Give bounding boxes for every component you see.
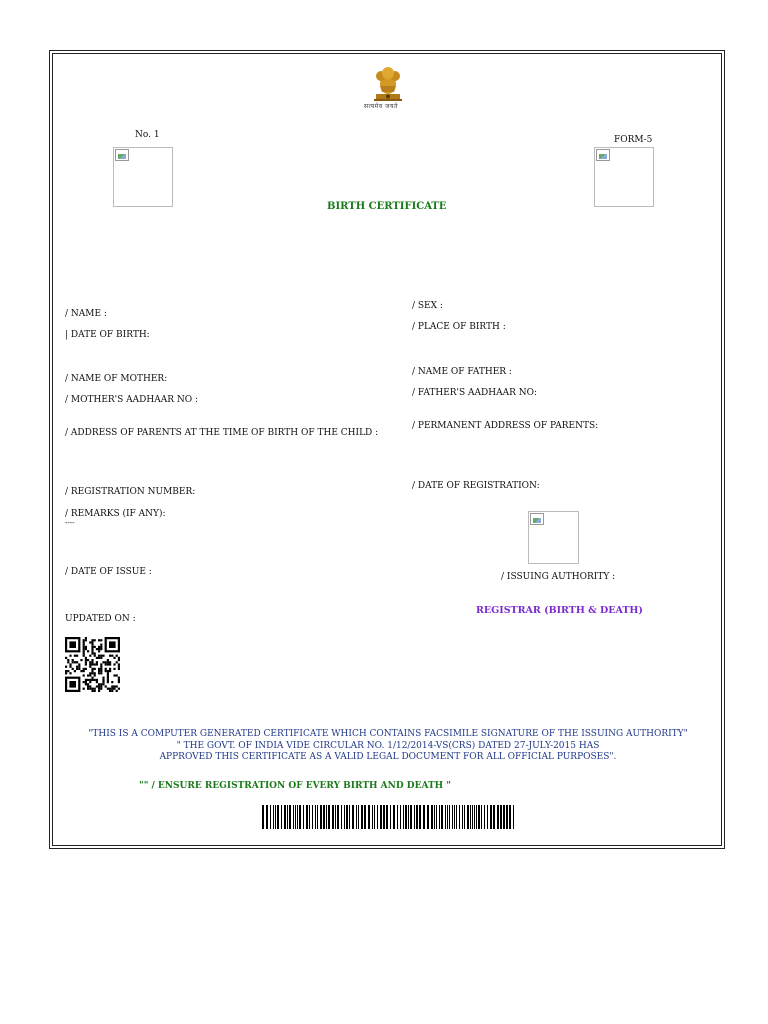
place-of-birth-label: / PLACE OF BIRTH : xyxy=(412,322,506,332)
right-logo-image xyxy=(594,147,654,207)
notice-line-1: "THIS IS A COMPUTER GENERATED CERTIFICATE WHICH CONTAINS FACSIMILE SIGNATURE OF THE ISSUING AUTHORITY" xyxy=(88,729,688,739)
registration-slogan: "" / ENSURE REGISTRATION OF EVERY BIRTH AND DEATH " xyxy=(139,781,451,791)
remarks-value: ---- xyxy=(65,519,75,527)
qr-code xyxy=(65,637,120,692)
barcode xyxy=(262,805,516,829)
registrar-title: REGISTRAR (BIRTH & DEATH) xyxy=(476,605,643,616)
left-logo-image xyxy=(113,147,173,207)
date-of-registration-label: / DATE OF REGISTRATION: xyxy=(412,481,540,491)
permanent-address-label: / PERMANENT ADDRESS OF PARENTS: xyxy=(412,421,599,431)
date-of-birth-label: | DATE OF BIRTH: xyxy=(65,330,150,340)
mother-name-label: / NAME OF MOTHER: xyxy=(65,374,168,384)
notice-block xyxy=(60,729,716,764)
broken-image-icon xyxy=(530,513,544,525)
form-number: FORM-5 xyxy=(614,135,653,145)
notice-line-2: " THE GOVT. OF INDIA VIDE CIRCULAR NO. 1/12/2014-VS(CRS) DATED 27-JULY-2015 HAS xyxy=(176,740,600,751)
certificate-title: BIRTH CERTIFICATE xyxy=(327,201,447,212)
registration-number-label: / REGISTRATION NUMBER: xyxy=(65,487,196,497)
updated-on-label: UPDATED ON : xyxy=(65,614,136,624)
emblem-motto: सत्यमेव जयते xyxy=(364,103,398,110)
mother-aadhaar-label: / MOTHER'S AADHAAR NO : xyxy=(65,395,199,405)
remarks-label: / REMARKS (IF ANY): xyxy=(65,509,166,519)
sex-label: / SEX : xyxy=(412,301,443,311)
name-label: / NAME : xyxy=(65,309,107,319)
broken-image-icon xyxy=(115,149,129,161)
date-of-issue-label: / DATE OF ISSUE : xyxy=(65,567,152,577)
father-aadhaar-label: / FATHER'S AADHAAR NO: xyxy=(412,388,538,398)
address-at-birth-label: / ADDRESS OF PARENTS AT THE TIME OF BIRTH OF THE CHILD : xyxy=(65,428,379,438)
serial-number: No. 1 xyxy=(135,130,160,140)
national-emblem-icon xyxy=(370,64,406,102)
notice-line-3: APPROVED THIS CERTIFICATE AS A VALID LEGAL DOCUMENT FOR ALL OFFICIAL PURPOSES". xyxy=(159,752,617,762)
broken-image-icon xyxy=(596,149,610,161)
father-name-label: / NAME OF FATHER : xyxy=(412,367,512,377)
issuing-authority-label: / ISSUING AUTHORITY : xyxy=(501,572,616,582)
signature-image xyxy=(528,511,579,564)
